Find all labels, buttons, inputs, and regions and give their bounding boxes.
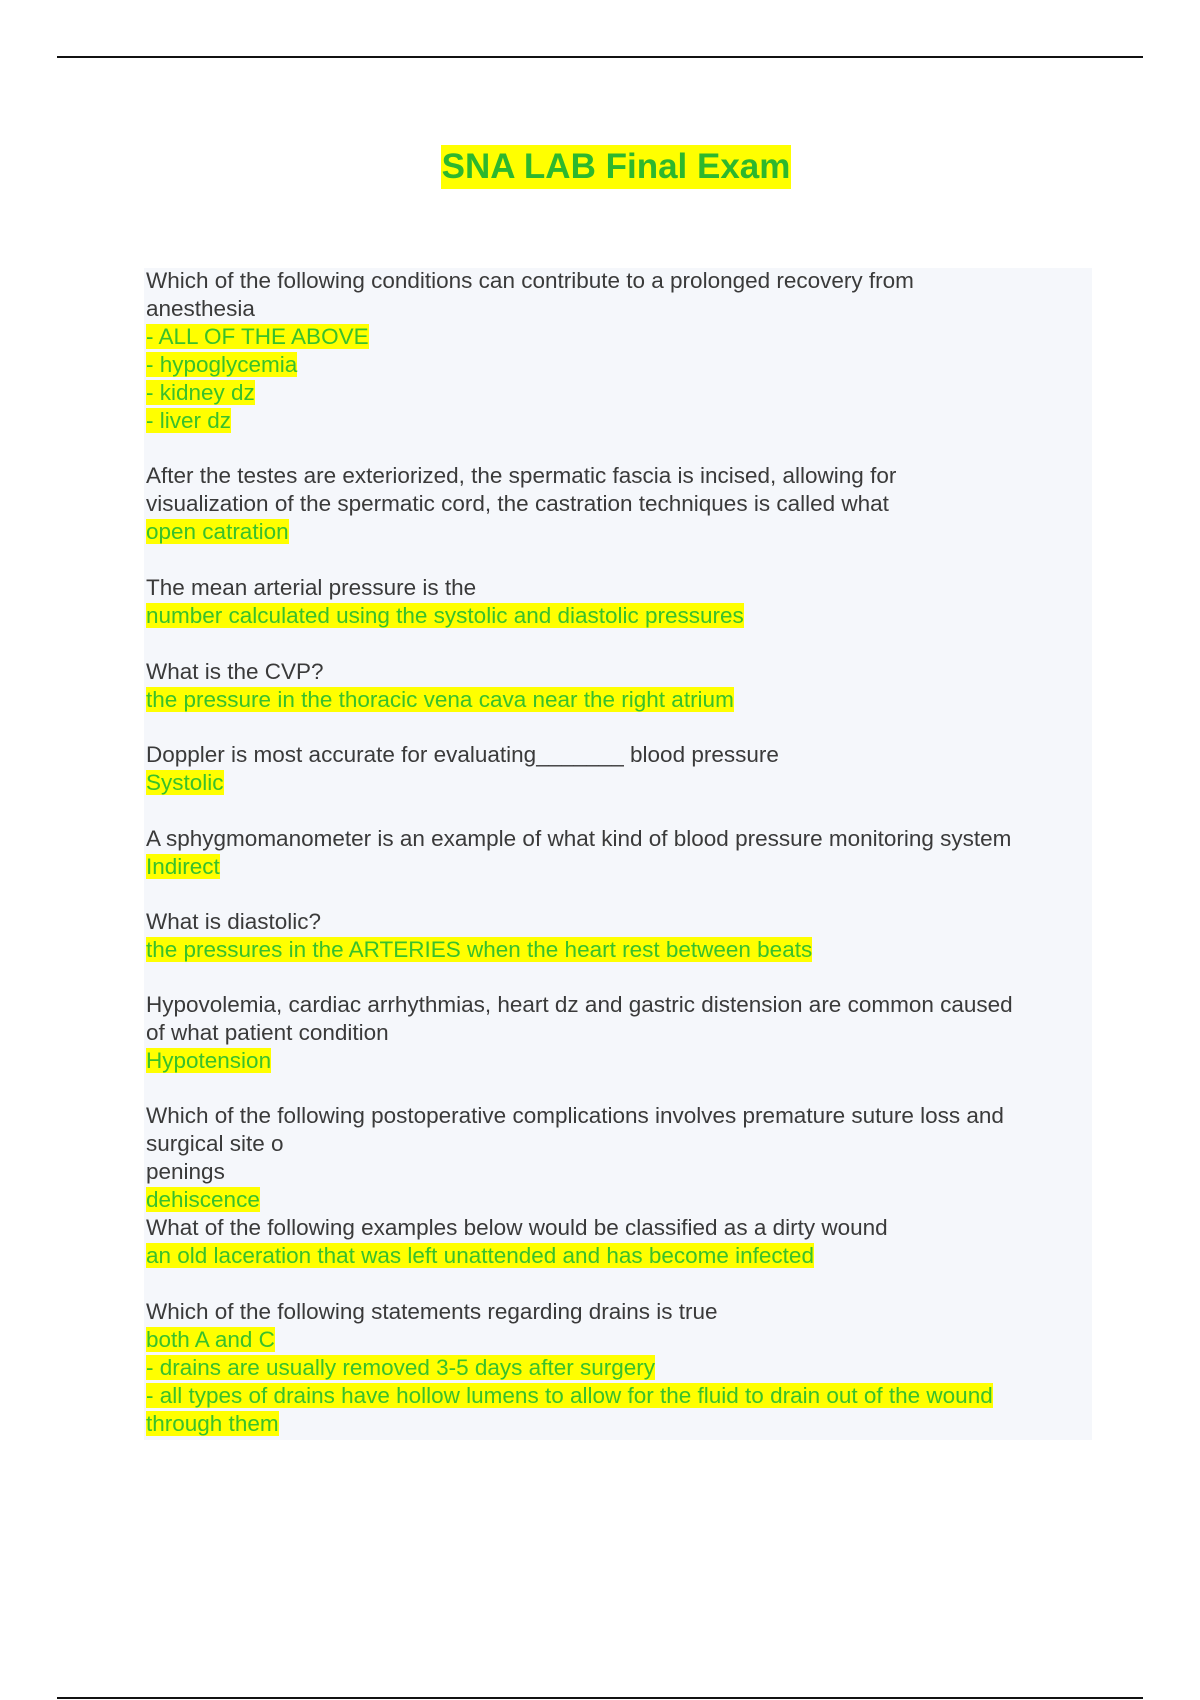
question-line: of what patient condition bbox=[146, 1020, 389, 1045]
answer-line bbox=[146, 686, 1086, 714]
qa-item-6 bbox=[146, 825, 1086, 881]
answer-line bbox=[146, 1186, 1086, 1214]
answer-highlight: Systolic bbox=[146, 770, 224, 795]
qa-item-5 bbox=[146, 741, 1086, 797]
question-line: penings bbox=[146, 1159, 225, 1184]
answer-highlight: number calculated using the systolic and diastolic pressures bbox=[146, 603, 744, 628]
answer-line bbox=[146, 1242, 1086, 1270]
answer-highlight: - all types of drains have hollow lumens to allow for the fluid to drain out of the wound bbox=[146, 1383, 993, 1408]
question-line: Doppler is most accurate for evaluating_______ blood pressure bbox=[146, 742, 779, 767]
question-line: After the testes are exteriorized, the spermatic fascia is incised, allowing for bbox=[146, 463, 897, 488]
question-line: The mean arterial pressure is the bbox=[146, 575, 477, 600]
qa-item-4 bbox=[146, 658, 1086, 714]
answer-line bbox=[146, 323, 1086, 351]
answer-highlight: through them bbox=[146, 1411, 279, 1436]
answer-highlight: - kidney dz bbox=[146, 380, 255, 405]
answer-line bbox=[146, 602, 1086, 630]
answer-line bbox=[146, 769, 1086, 797]
bottom-rule bbox=[57, 1697, 1143, 1699]
answer-line bbox=[146, 1326, 1086, 1354]
answer-highlight: - ALL OF THE ABOVE bbox=[146, 324, 369, 349]
answer-highlight: an old laceration that was left unattended and has become infected bbox=[146, 1243, 814, 1268]
title-container bbox=[0, 145, 1200, 189]
page-title: SNA LAB Final Exam bbox=[441, 145, 792, 189]
answer-line bbox=[146, 1410, 1086, 1438]
top-rule bbox=[57, 56, 1143, 58]
answer-highlight: both A and C bbox=[146, 1327, 275, 1352]
answer-line bbox=[146, 853, 1086, 881]
answer-line bbox=[146, 1382, 1086, 1410]
answer-line bbox=[146, 1354, 1086, 1382]
question-line: Which of the following postoperative complications involves premature suture loss and bbox=[146, 1103, 1004, 1128]
qa-item-8 bbox=[146, 991, 1086, 1075]
question-line: visualization of the spermatic cord, the castration techniques is called what bbox=[146, 491, 889, 516]
question-line: anesthesia bbox=[146, 296, 255, 321]
qa-item-2 bbox=[146, 462, 1086, 546]
answer-line bbox=[146, 1047, 1086, 1075]
answer-line bbox=[146, 936, 1086, 964]
answer-line bbox=[146, 351, 1086, 379]
question-line: Hypovolemia, cardiac arrhythmias, heart dz and gastric distension are common caused bbox=[146, 992, 1013, 1017]
answer-highlight: Hypotension bbox=[146, 1048, 272, 1073]
question-line: Which of the following statements regarding drains is true bbox=[146, 1299, 718, 1324]
qa-item-11 bbox=[146, 1298, 1086, 1438]
answer-highlight: - drains are usually removed 3-5 days after surgery bbox=[146, 1355, 655, 1380]
answer-highlight: dehiscence bbox=[146, 1187, 260, 1212]
answer-highlight: Indirect bbox=[146, 854, 220, 879]
question-line: A sphygmomanometer is an example of what kind of blood pressure monitoring system bbox=[146, 826, 1012, 851]
answer-line bbox=[146, 379, 1086, 407]
qa-item-7 bbox=[146, 908, 1086, 964]
question-line: surgical site o bbox=[146, 1131, 284, 1156]
question-line: Which of the following conditions can contribute to a prolonged recovery from bbox=[146, 268, 914, 293]
answer-line bbox=[146, 518, 1086, 546]
question-line: What is the CVP? bbox=[146, 659, 324, 684]
question-line: What is diastolic? bbox=[146, 909, 322, 934]
answer-highlight: the pressures in the ARTERIES when the heart rest between beats bbox=[146, 937, 813, 962]
qa-item-1 bbox=[146, 267, 1086, 435]
answer-line bbox=[146, 407, 1086, 435]
qa-item-9 bbox=[146, 1102, 1086, 1270]
answer-highlight: the pressure in the thoracic vena cava near the right atrium bbox=[146, 687, 734, 712]
qa-item-3 bbox=[146, 574, 1086, 630]
question-line: What of the following examples below would be classified as a dirty wound bbox=[146, 1215, 888, 1240]
answer-highlight: open catration bbox=[146, 519, 289, 544]
answer-highlight: - liver dz bbox=[146, 408, 232, 433]
answer-highlight: - hypoglycemia bbox=[146, 352, 298, 377]
